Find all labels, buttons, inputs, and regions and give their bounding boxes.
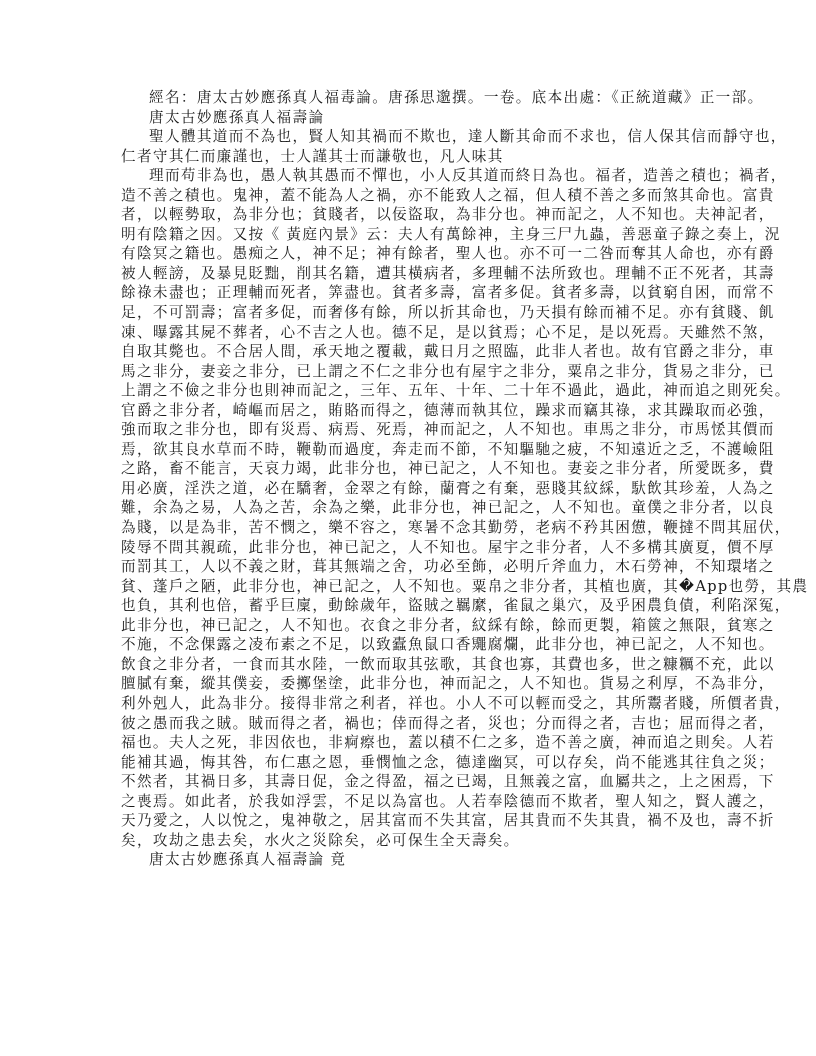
body-line: 自取其斃也。不合居人間，承天地之覆載，戴日月之照臨，此非人者也。故有官爵之非分，車: [121, 343, 775, 361]
body-line: 被人輕謗，及暴見貶黜，削其名籍，遭其橫病者，多理輔不法所致也。理輔不正不死者，其壽: [121, 264, 775, 282]
body-line: 者，以輕勢取，為非分也；貧賤者，以佞盜取，為非分也。神而記之，人不知也。夫神記者，: [121, 206, 775, 224]
body-line: 矣，攻劫之患去矣，水火之災除矣，必可保生全天壽矣。: [121, 831, 520, 849]
body-line: 餘祿未盡也；正理輔而死者，筭盡也。貧者多壽，富者多促。貧者多壽，以貧窮自困，而常不: [121, 284, 775, 302]
body-line: 之喪焉。如此者，於我如浮雲，不足以為富也。人若奉陰德而不欺者，聖人知之，賢人護之，: [121, 792, 775, 810]
body-line: 官爵之非分者，崎嶇而居之，賄賂而得之，德薄而執其位，躁求而竊其祿，求其躁取而必強，: [121, 401, 775, 419]
closing-line: 唐太古妙應孫真人福壽論 竟: [149, 851, 347, 869]
body-line: 天乃愛之，人以悅之，鬼神敬之，居其富而不失其富，居其貴而不失其貴，禍不及也，壽不折: [121, 812, 775, 830]
body-line: 彼之愚而我之賊。賊而得之者，禍也；倖而得之者，災也；分而得之者，吉也；屈而得之者，: [121, 714, 775, 732]
body-line: 之路，畜不能言，天哀力竭，此非分也，神已記之，人不知也。妻妾之非分者，所愛既多，費: [121, 460, 775, 478]
body-line: 陵辱不問其親疏，此非分也，神已記之，人不知也。屋宇之非分者，人不多構其廣夏，價不厚: [121, 538, 775, 556]
body-line: 也負，其利也倍，蓄乎巨廩，動餘歲年，盜賊之羈縻，雀鼠之巢穴，及乎困農負債，利陷深冤，: [121, 597, 791, 615]
header-meta: 經名：唐太古妙應孫真人福毒論。唐孫思邈撰。一卷。底本出處：《正統道藏》正一部。: [149, 89, 764, 106]
body-line: 為賤，以是為非，苦不憫之，樂不容之，寒暑不念其勤勞，老病不矜其困憊，鞭撻不問其屈伏，: [121, 519, 791, 537]
body-line: 焉，欲其良水草而不時，鞭勒而過度，奔走而不節，不知驅馳之疲，不知遠近之乏，不護嶮阻: [121, 440, 775, 458]
body-line: 聖人體其道而不為也，賢人知其禍而不欺也，達人斷其命而不求也，信人保其信而靜守也，: [149, 128, 787, 146]
document-page: [121, 88, 809, 870]
body-line: 強而取之非分也，即有災焉、病焉、死焉，神而記之，人不知也。車馬之非分，市馬恡其價而: [121, 421, 775, 439]
body-line: 難，余為之易，人為之苦，余為之樂，此非分也，神已記之，人不知也。童僕之非分者，以良: [121, 499, 775, 517]
body-line: 飲食之非分者，一食而其水陸，一飲而取其弦歌，其食也寡，其費也多，世之糠糲不充，此以: [121, 655, 775, 673]
body-line: 能補其過，悔其咎，布仁惠之恩，垂憫恤之念，德達幽冥，可以存矣，尚不能逃其往負之災；: [121, 753, 775, 771]
body-line: 凍、曝露其屍不葬者，心不吉之人也。德不足，是以貧焉；心不足，是以死焉。天雖然不煞，: [121, 323, 775, 341]
body-line: 而罰其工，人以不義之財，葺其無端之舍，功必至飾，必明斤斧血力，木石勞神，不知環堵之: [121, 558, 775, 576]
body-line: 有陰冥之籍也。愚痴之人，神不足；神有餘者，聖人也。亦不可一二咎而奪其人命也，亦有爵: [121, 245, 775, 263]
body-line: 造不善之積也。鬼神，蓋不能為人之禍，亦不能致人之福，但人積不善之多而煞其命也。富貴: [121, 186, 775, 204]
body-line: 不施，不念倮露之凌布素之不足，以致蠹魚鼠口香鼆腐爛，此非分也，神已記之，人不知也。: [121, 636, 775, 654]
body-line: 福也。夫人之死，非因依也，非痾瘵也，蓋以積不仁之多，造不善之廣，神而追之則矣。人若: [121, 734, 775, 752]
body-line: 此非分也，神已記之，人不知也。衣食之非分者，紋綵有餘，餘而更製，箱篋之無限，貧寒之: [121, 616, 775, 634]
body-line: 不然者，其禍日多，其壽日促，金之得盈，福之已竭，且無義之富，血屬共之，上之困焉，下: [121, 773, 775, 791]
body-line: 足，不可罰壽；富者多促，而奢侈有餘，所以折其命也，乃天損有餘而補不足。亦有貧賤、飢: [121, 304, 775, 322]
body-line: 用必廣，淫泆之道，必在驕奢，金翠之有餘，蘭膏之有棄，惡賤其紋綵，馱飲其珍羞，人為之: [121, 479, 775, 497]
body-line: 明有陰籍之因。又按《 黃庭內景》云：夫人有萬餘神，主身三尸九蟲，善惡童子錄之奏上，況: [121, 225, 781, 243]
body-line: 貧、蓬戶之陋，此非分也，神已記之，人不知也。粟帛之非分者，其植也廣，其�App也勞，其農: [121, 577, 809, 595]
body-line: 理而苟非為也，愚人執其愚而不憚也，小人反其道而終日為也。福者，造善之積也；禍者，: [149, 167, 787, 185]
body-line: 膻膩有棄，縱其僕妾，委擲堡塗，此非分也，神而記之，人不知也。貨易之利厚，不為非分，: [121, 675, 775, 693]
body-line: 馬之非分，妻妾之非分，已上謂之不仁之非分也有屋宇之非分，粟帛之非分，貨易之非分，已: [121, 362, 775, 380]
body-line: 利外剋人，此為非分。接得非常之利者，祥也。小人不可以輕而受之，其所鬻者賤，所價者貴，: [121, 694, 791, 712]
document-title: 唐太古妙應孫真人福壽論: [149, 108, 325, 126]
body-line: 仁者守其仁而廉謹也，士人謹其士而謙敬也，凡人味其: [121, 147, 504, 165]
body-line: 上謂之不儉之非分也則神而記之，三年、五年、十年、二十年不過此，過此，神而追之則死矣。: [121, 382, 791, 400]
